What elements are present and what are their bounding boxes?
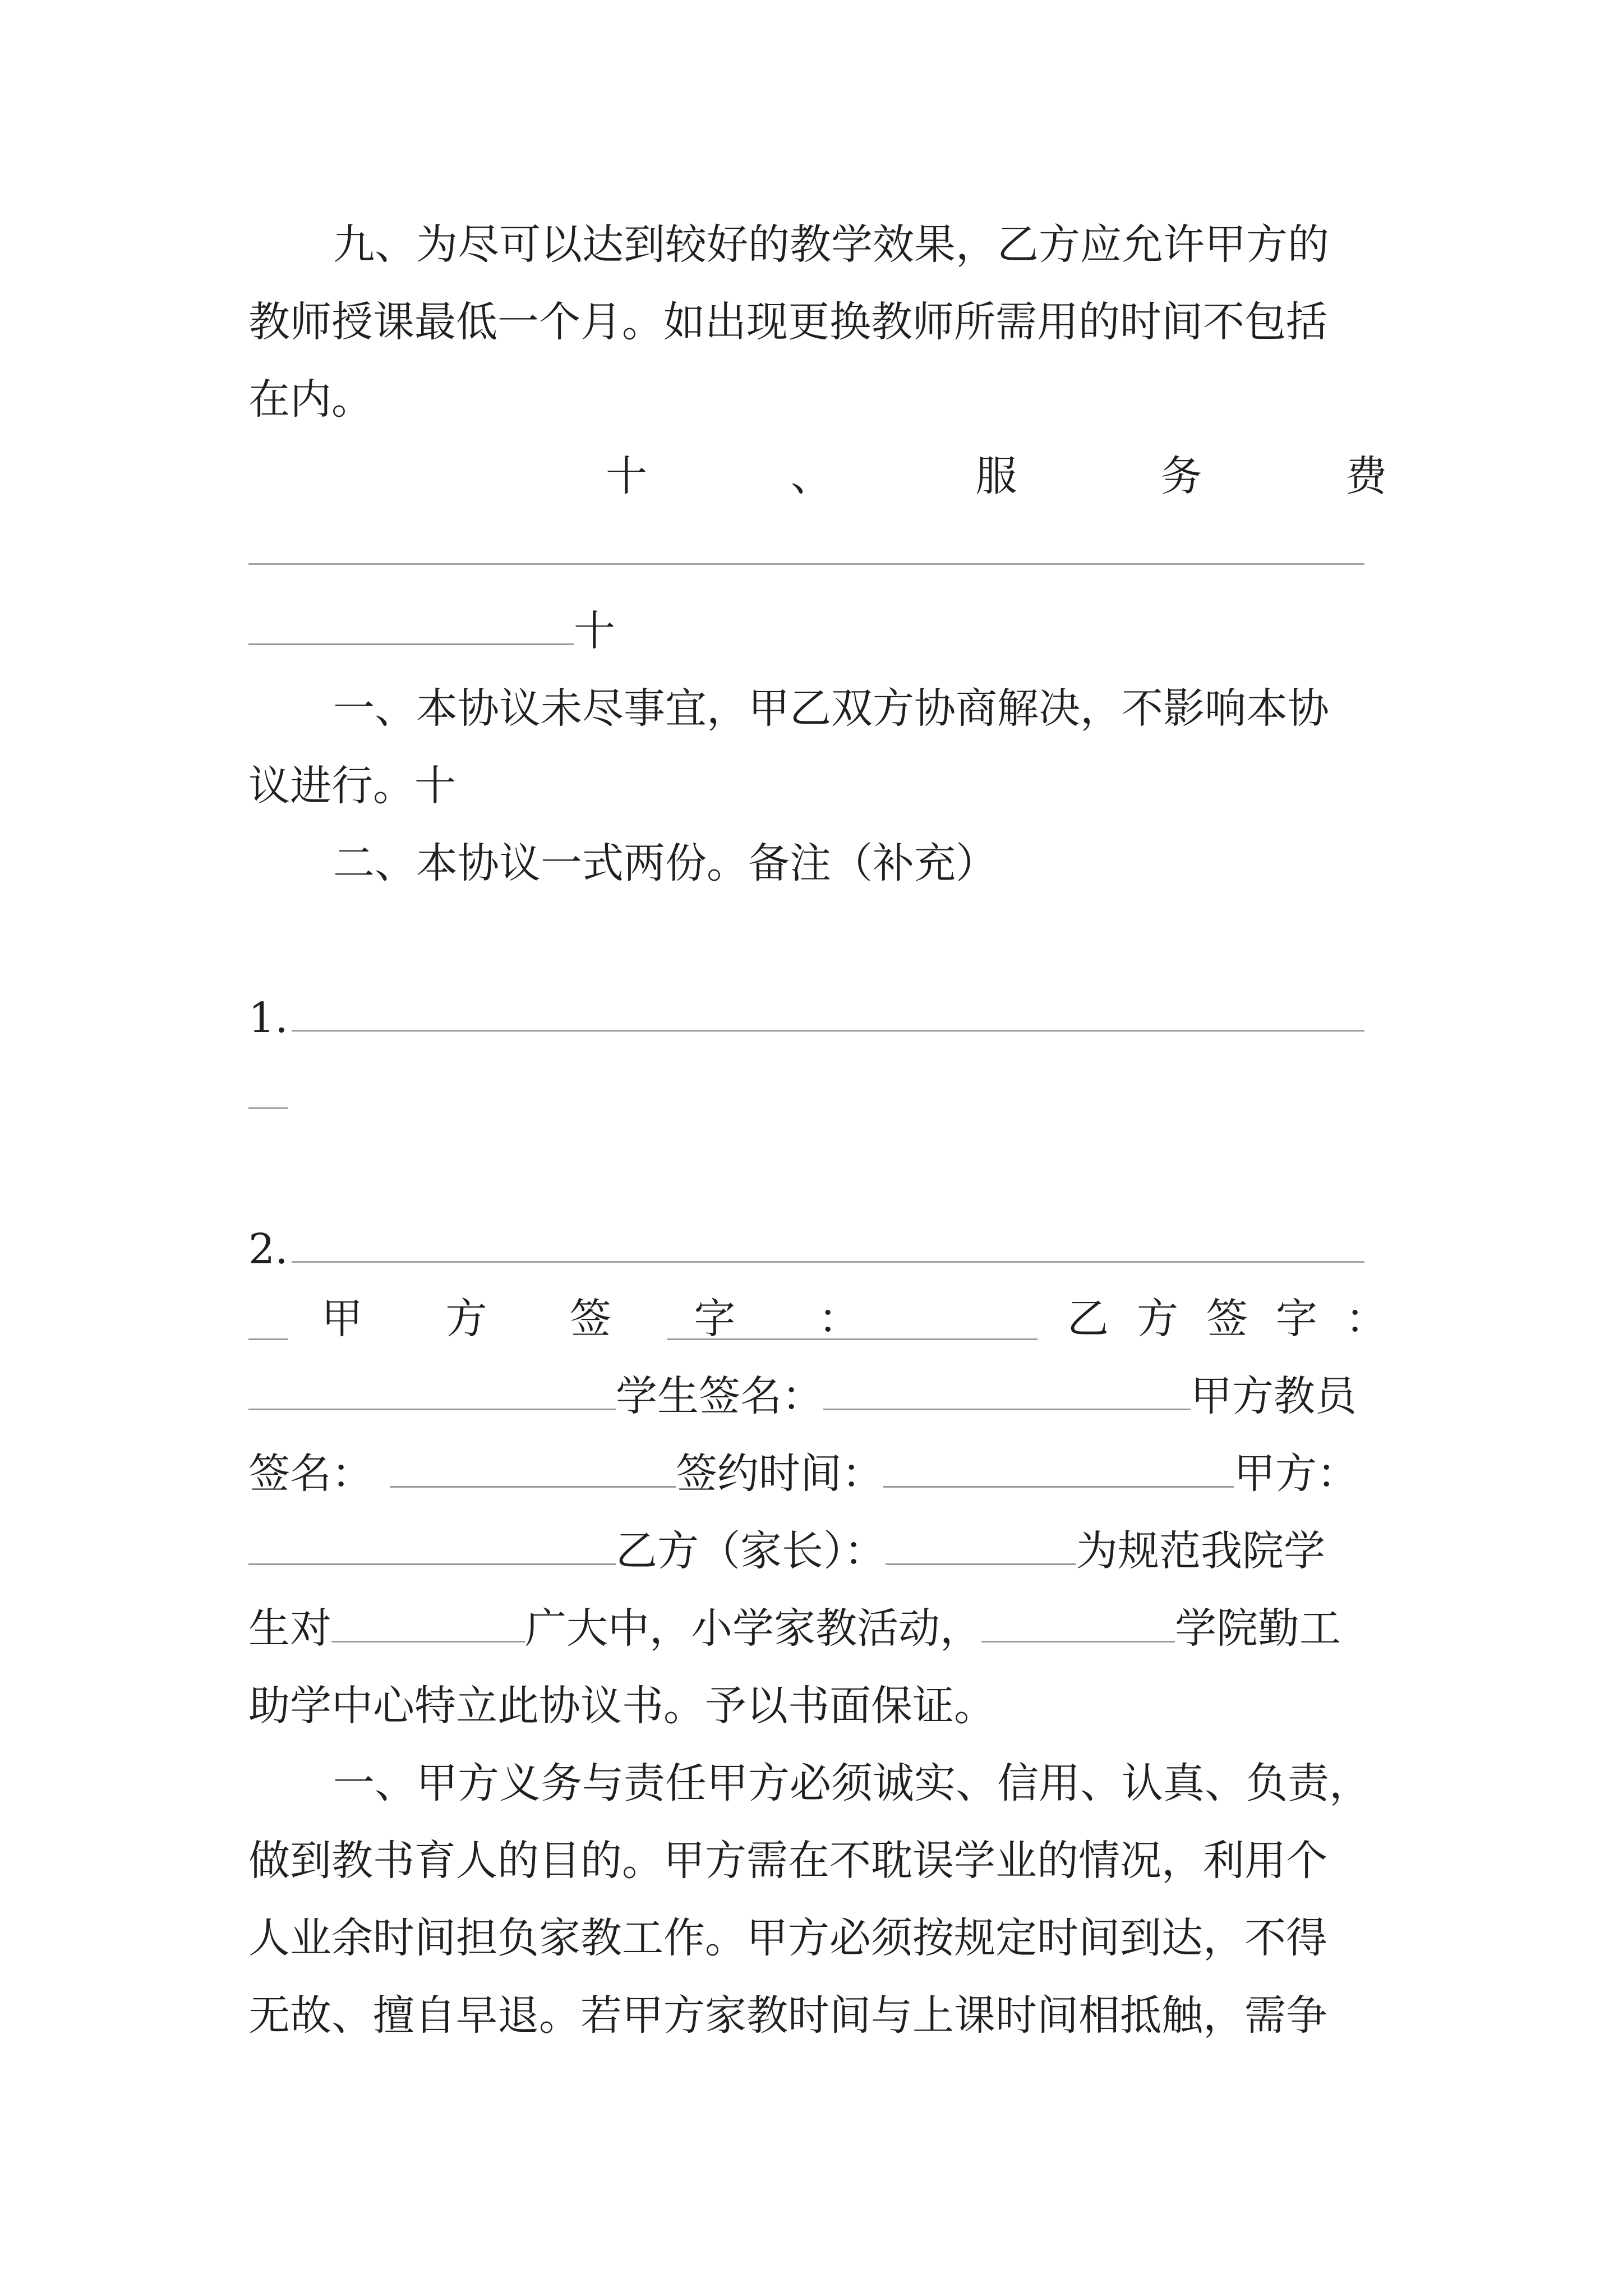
purpose-text-1: 生对 xyxy=(248,1604,331,1653)
note-2 xyxy=(248,1218,1387,1280)
clause-11-line-1: 一、本协议未尽事宜，甲乙双方协商解决，不影响本协 xyxy=(333,684,1329,733)
note-2-blank-tail xyxy=(248,1296,288,1340)
clause-9-line-2: 教师授课最低一个月。如出现更换教师所需用的时间不包括 xyxy=(248,298,1327,346)
fee-blank-line-1 xyxy=(248,563,1364,565)
party-a-signature-label: 甲 方 签 字 ： xyxy=(321,1295,860,1343)
party-b-parent-blank xyxy=(886,1521,1076,1565)
sign-date-label: 签约时间： xyxy=(676,1450,883,1498)
clause-1-line-2: 做到教书育人的目的。甲方需在不耽误学业的情况，利用个 xyxy=(248,1837,1327,1885)
fee-blank-line-2 xyxy=(248,600,1387,662)
party-a-label: 甲方： xyxy=(1234,1450,1358,1498)
teacher-signature-label-cont: 签名： xyxy=(248,1450,373,1498)
clause-9-line-1: 九、为尽可以达到较好的教学效果，乙方应允许甲方的 xyxy=(333,220,1329,269)
signature-row-1 xyxy=(248,1288,1387,1350)
student-signature-label: 学生签名： xyxy=(616,1372,823,1420)
student-signature-blank xyxy=(823,1366,1191,1410)
party-b-signature-blank xyxy=(248,1366,616,1410)
purpose-text-2: 广大中，小学家教活动， xyxy=(525,1604,981,1653)
purpose-row-2 xyxy=(248,1598,1387,1659)
purpose-row-3: 助学中心特立此协议书。予以书面保证。 xyxy=(248,1682,995,1730)
signature-row-3 xyxy=(248,1443,1387,1504)
fee-blank xyxy=(248,601,574,645)
note-2-number: 2. xyxy=(248,1225,288,1273)
clause-10-char: 、 xyxy=(790,452,832,500)
party-a-signature-blank xyxy=(667,1296,1038,1340)
note-1-blank xyxy=(292,1030,1364,1032)
clause-10-after: 十 xyxy=(574,607,615,655)
clause-10-char: 十 xyxy=(606,452,647,500)
signature-row-2 xyxy=(248,1365,1387,1427)
note-1-number: 1. xyxy=(248,994,288,1042)
teacher-signature-blank xyxy=(390,1443,676,1488)
party-a-blank xyxy=(248,1521,616,1565)
clause-10-char: 服 xyxy=(975,452,1017,500)
party-b-parent-label: 乙方（家长）： xyxy=(616,1527,886,1575)
clause-11-line-2: 议进行。十 xyxy=(248,762,456,810)
signature-row-4 xyxy=(248,1520,1387,1582)
purpose-line-1: 为规范我院学 xyxy=(1076,1527,1325,1575)
clause-9-line-3: 在内。 xyxy=(248,375,373,424)
note-1-blank-tail xyxy=(248,1107,288,1109)
purpose-blank-2 xyxy=(981,1598,1175,1642)
clause-10-heading xyxy=(606,445,1387,507)
sign-date-blank xyxy=(883,1443,1234,1488)
purpose-blank-1 xyxy=(331,1598,525,1642)
clause-10-char: 费 xyxy=(1345,452,1387,500)
clause-1-line-1: 一、甲方义务与责任甲方必须诚实、信用、认真、负责， xyxy=(333,1759,1371,1807)
note-2-blank xyxy=(292,1261,1364,1263)
clause-10-char: 务 xyxy=(1160,452,1202,500)
teacher-signature-label: 甲方教员 xyxy=(1191,1372,1357,1420)
note-1 xyxy=(248,987,1387,1049)
clause-12-line-1: 二、本协议一式两份。备注（补充） xyxy=(333,839,997,887)
party-b-signature-label: 乙 方 签 字 ： xyxy=(1067,1295,1387,1343)
clause-1-line-3: 人业余时间担负家教工作。甲方必须按规定时间到达，不得 xyxy=(248,1914,1327,1962)
purpose-text-3: 学院勤工 xyxy=(1175,1604,1341,1653)
clause-1-line-4: 无故、擅自早退。若甲方家教时间与上课时间相抵触，需争 xyxy=(248,1991,1327,2040)
